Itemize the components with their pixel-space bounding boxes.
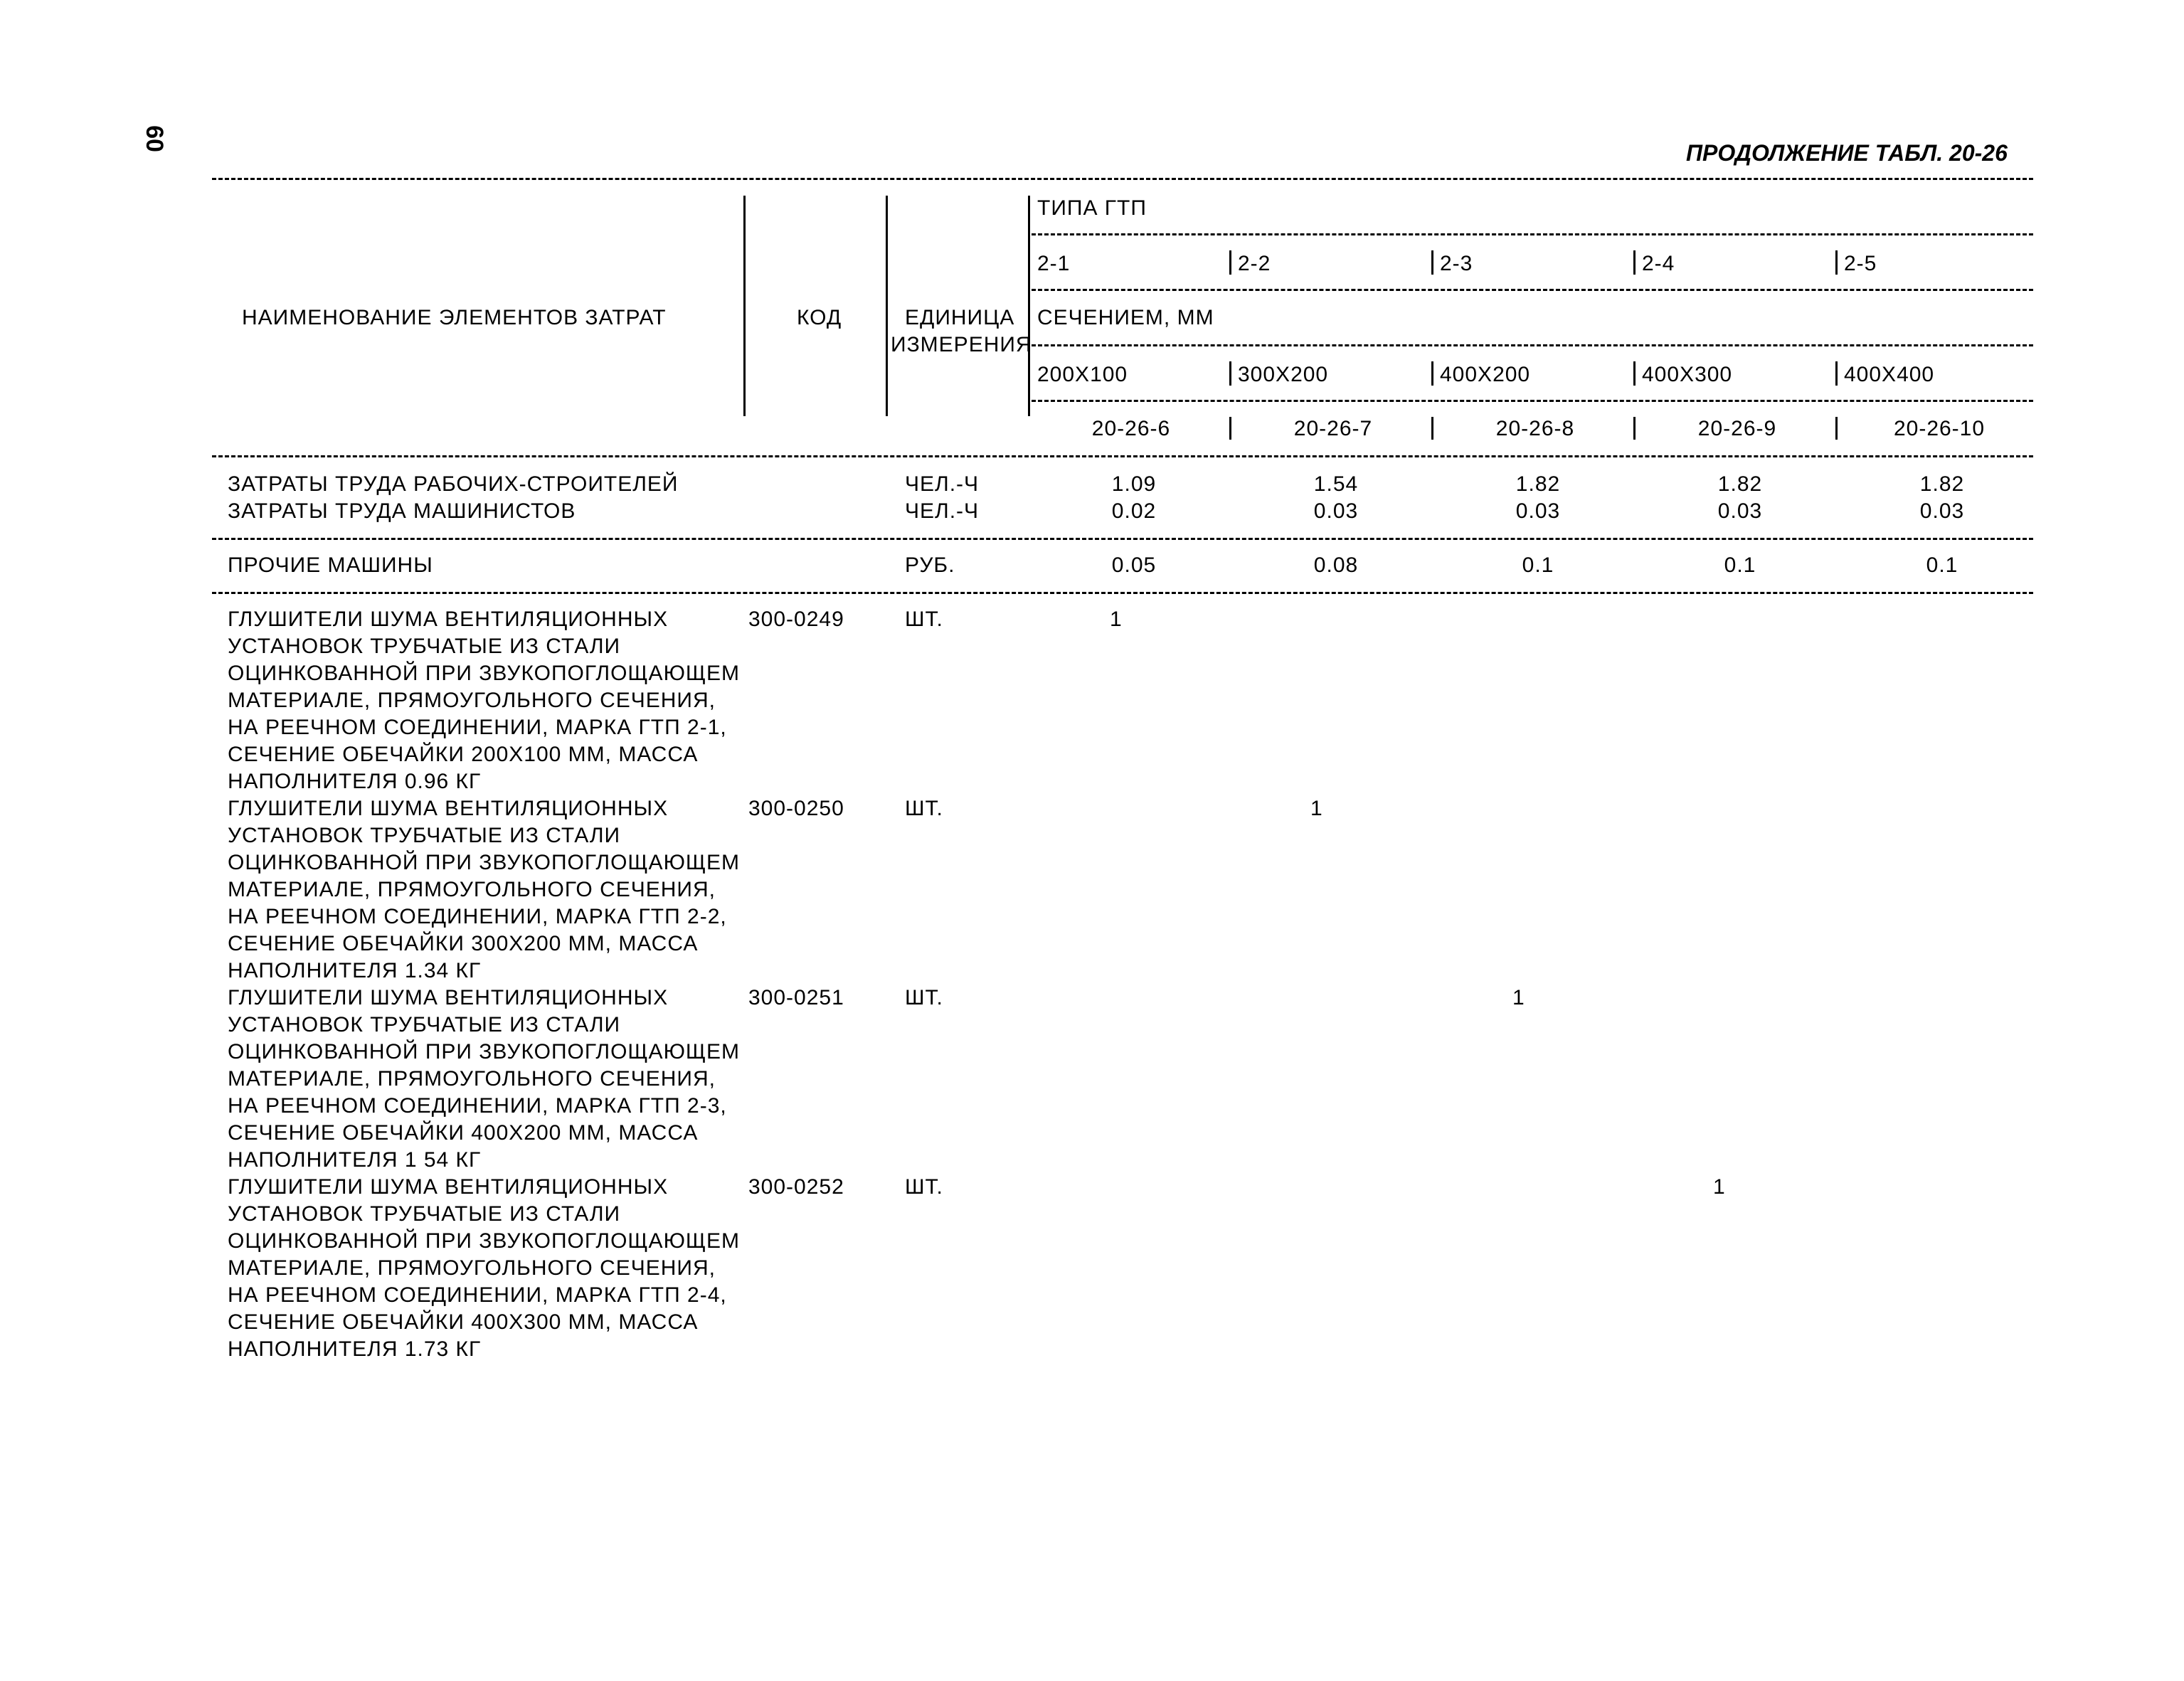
labor-row-value: 0.03	[1515, 499, 1561, 523]
header-unit-line2: ИЗМЕРЕНИЯ	[891, 333, 1032, 356]
header-code-4: 20-26-9	[1697, 417, 1777, 440]
labor-row-value: 1.82	[1515, 472, 1561, 496]
header-rule-4	[1032, 400, 2033, 402]
material-text-line: СЕЧЕНИЕ ОБЕЧАЙКИ 400X200 ММ, МАССА	[228, 1121, 699, 1145]
section-rule	[212, 538, 2033, 540]
material-unit: ШТ.	[905, 797, 943, 820]
header-code-divider	[1431, 417, 1433, 440]
material-text-line: ГЛУШИТЕЛИ ШУМА ВЕНТИЛЯЦИОННЫХ	[228, 608, 669, 631]
machine-row-name: ПРОЧИЕ МАШИНЫ	[228, 553, 433, 577]
header-code-2: 20-26-7	[1293, 417, 1373, 440]
page-number: 60	[140, 125, 168, 152]
labor-row-value: 1.54	[1313, 472, 1359, 496]
material-text-line: СЕЧЕНИЕ ОБЕЧАЙКИ 200X100 ММ, МАССА	[228, 743, 699, 766]
machine-row-unit: РУБ.	[905, 553, 955, 577]
material-text-line: НА РЕЕЧНОМ СОЕДИНЕНИИ, МАРКА ГТП 2-4,	[228, 1283, 727, 1307]
material-text-line: СЕЧЕНИЕ ОБЕЧАЙКИ 400X300 ММ, МАССА	[228, 1310, 699, 1334]
header-type-4: 2-4	[1642, 252, 1675, 275]
header-code-5: 20-26-10	[1893, 417, 1986, 440]
header-section-3: 400X200	[1440, 363, 1531, 386]
header-type-divider	[1229, 250, 1231, 275]
material-text-line: НА РЕЕЧНОМ СОЕДИНЕНИИ, МАРКА ГТП 2-1,	[228, 716, 727, 739]
header-bottom-rule	[212, 455, 2033, 457]
material-text-line: ГЛУШИТЕЛИ ШУМА ВЕНТИЛЯЦИОННЫХ	[228, 986, 669, 1009]
header-type-divider	[1633, 250, 1636, 275]
header-separator-values	[1028, 196, 1030, 416]
material-text-line: УСТАНОВОК ТРУБЧАТЫЕ ИЗ СТАЛИ	[228, 1013, 621, 1036]
material-value: 1	[1110, 608, 1123, 631]
header-code-divider	[1229, 417, 1231, 440]
header-code-divider	[1633, 417, 1636, 440]
material-unit: ШТ.	[905, 986, 943, 1009]
material-unit: ШТ.	[905, 608, 943, 631]
machine-row-value: 0.08	[1313, 553, 1359, 577]
labor-row-value: 0.03	[1717, 499, 1763, 523]
machine-row-value: 0.1	[1926, 553, 1958, 577]
header-section-1: 200X100	[1037, 363, 1128, 386]
material-text-line: ГЛУШИТЕЛИ ШУМА ВЕНТИЛЯЦИОННЫХ	[228, 1175, 669, 1199]
header-section-divider	[1431, 361, 1433, 386]
header-section-divider	[1229, 361, 1231, 386]
header-rule-1	[1032, 233, 2033, 235]
header-type-2: 2-2	[1238, 252, 1271, 275]
header-type-1: 2-1	[1037, 252, 1071, 275]
labor-row-value: 1.09	[1111, 472, 1157, 496]
top-rule	[212, 178, 2033, 180]
machine-row-value: 0.1	[1724, 553, 1756, 577]
header-code-divider	[1835, 417, 1838, 440]
labor-row-name: ЗАТРАТЫ ТРУДА МАШИНИСТОВ	[228, 499, 576, 523]
material-text-line: НАПОЛНИТЕЛЯ 1.34 КГ	[228, 959, 482, 982]
material-code: 300-0249	[748, 608, 844, 631]
material-text-line: ОЦИНКОВАННОЙ ПРИ ЗВУКОПОГЛОЩАЮЩЕМ	[228, 662, 740, 685]
material-text-line: НАПОЛНИТЕЛЯ 0.96 КГ	[228, 770, 482, 793]
labor-row-value: 0.03	[1919, 499, 1965, 523]
header-separator-unit	[886, 196, 888, 416]
material-value: 1	[1512, 986, 1525, 1009]
material-text-line: ОЦИНКОВАННОЙ ПРИ ЗВУКОПОГЛОЩАЮЩЕМ	[228, 1229, 740, 1253]
table-caption: ПРОДОЛЖЕНИЕ ТАБЛ. 20-26	[1686, 140, 2008, 166]
header-code-1: 20-26-6	[1091, 417, 1171, 440]
material-text-line: НА РЕЕЧНОМ СОЕДИНЕНИИ, МАРКА ГТП 2-3,	[228, 1094, 727, 1118]
header-code-3: 20-26-8	[1495, 417, 1575, 440]
header-rule-2	[1032, 289, 2033, 291]
material-value: 1	[1713, 1175, 1726, 1199]
material-text-line: ОЦИНКОВАННОЙ ПРИ ЗВУКОПОГЛОЩАЮЩЕМ	[228, 851, 740, 874]
header-rule-3	[1032, 344, 2033, 346]
material-text-line: ГЛУШИТЕЛИ ШУМА ВЕНТИЛЯЦИОННЫХ	[228, 797, 669, 820]
material-text-line: МАТЕРИАЛЕ, ПРЯМОУГОЛЬНОГО СЕЧЕНИЯ,	[228, 1256, 716, 1280]
material-text-line: МАТЕРИАЛЕ, ПРЯМОУГОЛЬНОГО СЕЧЕНИЯ,	[228, 878, 716, 901]
material-text-line: УСТАНОВОК ТРУБЧАТЫЕ ИЗ СТАЛИ	[228, 824, 621, 847]
material-text-line: ОЦИНКОВАННОЙ ПРИ ЗВУКОПОГЛОЩАЮЩЕМ	[228, 1040, 740, 1064]
header-section-5: 400X400	[1844, 363, 1935, 386]
header-section-4: 400X300	[1642, 363, 1733, 386]
material-text-line: МАТЕРИАЛЕ, ПРЯМОУГОЛЬНОГО СЕЧЕНИЯ,	[228, 689, 716, 712]
material-text-line: НА РЕЕЧНОМ СОЕДИНЕНИИ, МАРКА ГТП 2-2,	[228, 905, 727, 928]
labor-row-value: 1.82	[1919, 472, 1965, 496]
material-text-line: НАПОЛНИТЕЛЯ 1.73 КГ	[228, 1337, 482, 1361]
labor-row-value: 1.82	[1717, 472, 1763, 496]
header-type-5: 2-5	[1844, 252, 1877, 275]
labor-row-value: 0.02	[1111, 499, 1157, 523]
header-separator-code	[743, 196, 746, 416]
material-code: 300-0252	[748, 1175, 844, 1199]
header-section-divider	[1633, 361, 1636, 386]
material-text-line: УСТАНОВОК ТРУБЧАТЫЕ ИЗ СТАЛИ	[228, 635, 621, 658]
header-section-label: СЕЧЕНИЕМ, ММ	[1037, 306, 1214, 329]
header-unit-line1: ЕДИНИЦА	[905, 306, 1015, 329]
header-code: КОД	[797, 306, 842, 329]
header-name: НАИМЕНОВАНИЕ ЭЛЕМЕНТОВ ЗАТРАТ	[242, 306, 667, 329]
section-rule	[212, 592, 2033, 594]
header-type-divider	[1431, 250, 1433, 275]
labor-row-name: ЗАТРАТЫ ТРУДА РАБОЧИХ-СТРОИТЕЛЕЙ	[228, 472, 679, 496]
labor-row-value: 0.03	[1313, 499, 1359, 523]
header-group-title: ТИПА ГТП	[1037, 196, 1147, 220]
header-type-divider	[1835, 250, 1838, 275]
header-section-divider	[1835, 361, 1838, 386]
header-section-2: 300X200	[1238, 363, 1329, 386]
material-text-line: НАПОЛНИТЕЛЯ 1 54 КГ	[228, 1148, 482, 1172]
labor-row-unit: ЧЕЛ.-Ч	[905, 499, 980, 523]
material-value: 1	[1310, 797, 1323, 820]
material-text-line: УСТАНОВОК ТРУБЧАТЫЕ ИЗ СТАЛИ	[228, 1202, 621, 1226]
material-text-line: СЕЧЕНИЕ ОБЕЧАЙКИ 300X200 ММ, МАССА	[228, 932, 699, 955]
material-text-line: МАТЕРИАЛЕ, ПРЯМОУГОЛЬНОГО СЕЧЕНИЯ,	[228, 1067, 716, 1091]
material-unit: ШТ.	[905, 1175, 943, 1199]
machine-row-value: 0.1	[1522, 553, 1554, 577]
labor-row-unit: ЧЕЛ.-Ч	[905, 472, 980, 496]
machine-row-value: 0.05	[1111, 553, 1157, 577]
material-code: 300-0250	[748, 797, 844, 820]
material-code: 300-0251	[748, 986, 844, 1009]
header-type-3: 2-3	[1440, 252, 1473, 275]
